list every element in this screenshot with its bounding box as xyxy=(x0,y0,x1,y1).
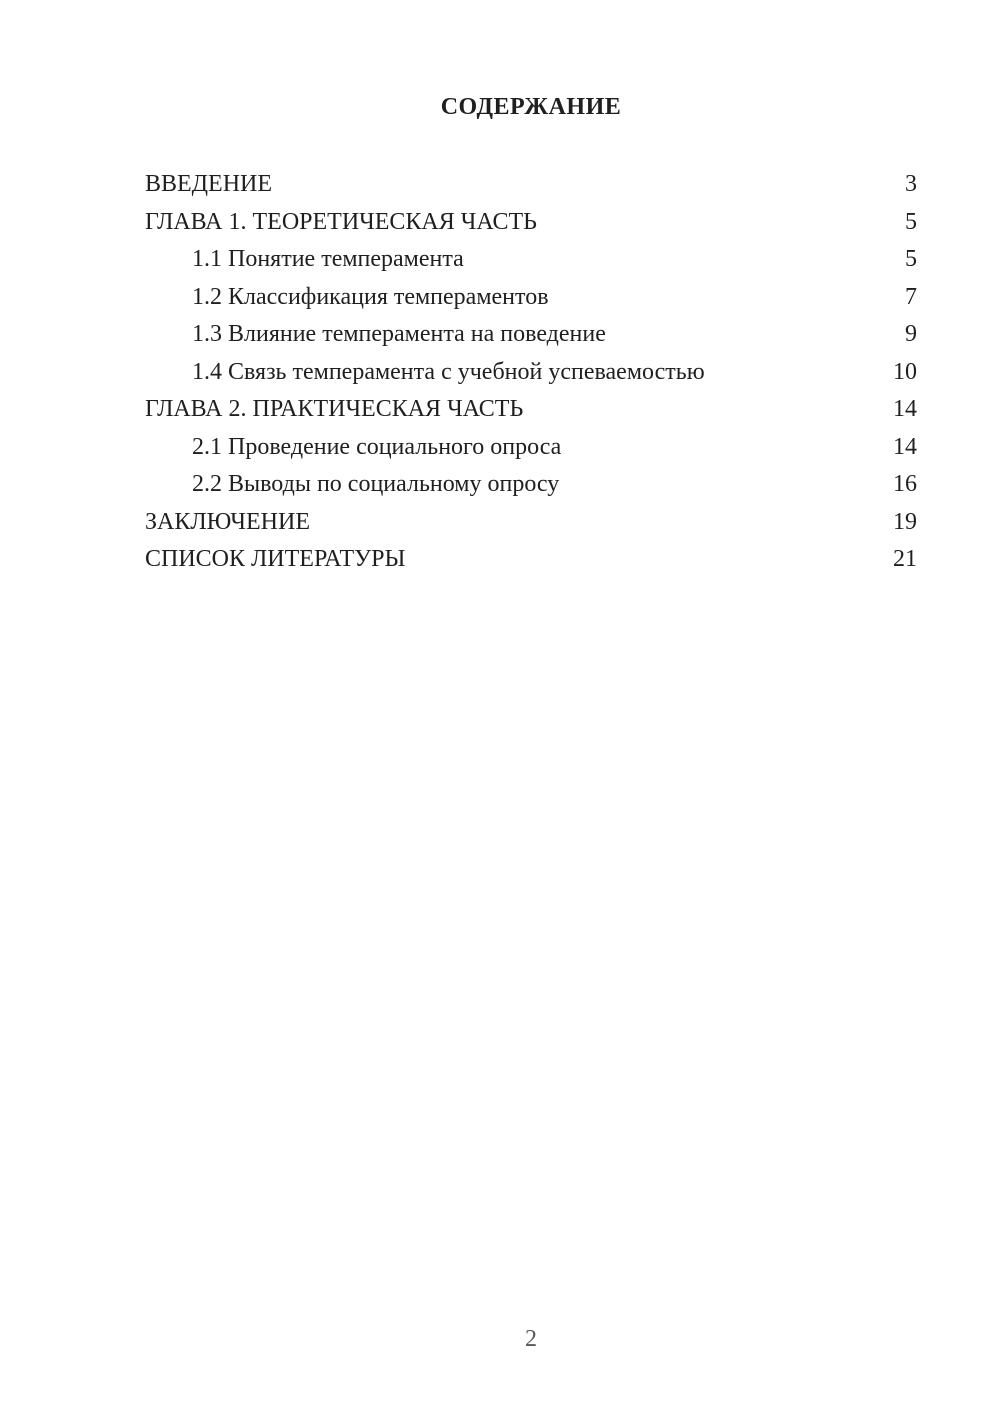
toc-entry-page-number: 5 xyxy=(905,208,917,235)
toc-entry-label: 1.3 Влияние темперамента на поведение xyxy=(192,321,606,347)
toc-entry xyxy=(145,279,917,317)
toc-entry xyxy=(145,541,917,579)
toc-entry xyxy=(145,466,917,504)
toc-entry xyxy=(145,354,917,392)
toc-entry-label: 2.2 Выводы по социальному опросу xyxy=(192,471,560,497)
toc-entry xyxy=(145,204,917,242)
toc-entry-label: 2.1 Проведение социального опроса xyxy=(192,433,562,460)
toc-entry xyxy=(145,316,917,354)
toc-entry-page-number: 14 xyxy=(893,433,917,460)
toc-entry-page-number: 16 xyxy=(893,471,917,497)
toc-entry xyxy=(145,391,917,429)
toc-entry-page-number: 5 xyxy=(905,246,917,272)
toc-entry xyxy=(145,166,917,204)
toc-entry xyxy=(145,241,917,279)
toc-entry-label: СПИСОК ЛИТЕРАТУРЫ xyxy=(145,546,406,572)
toc-entry-page-number: 9 xyxy=(905,321,917,347)
table-of-contents xyxy=(145,166,917,579)
toc-entry-page-number: 14 xyxy=(893,396,917,422)
toc-entry-label: 1.4 Связь темперамента с учебной успеваемостью xyxy=(192,358,705,385)
toc-entry-page-number: 3 xyxy=(905,171,917,197)
toc-entry-label: 1.1 Понятие темперамента xyxy=(192,246,464,272)
toc-entry-page-number: 7 xyxy=(905,283,917,310)
toc-entry-page-number: 10 xyxy=(893,358,917,385)
toc-entry-label: 1.2 Классификация темпераментов xyxy=(192,283,549,310)
toc-entry-label: ЗАКЛЮЧЕНИЕ xyxy=(145,508,310,535)
page-title: СОДЕРЖАНИЕ xyxy=(440,94,622,120)
toc-entry-label: ГЛАВА 2. ПРАКТИЧЕСКАЯ ЧАСТЬ xyxy=(145,396,524,422)
toc-entry-page-number: 21 xyxy=(893,546,917,572)
toc-entry xyxy=(145,504,917,542)
toc-entry xyxy=(145,429,917,467)
footer-page-number: 2 xyxy=(525,1326,537,1352)
toc-entry-label: ГЛАВА 1. ТЕОРЕТИЧЕСКАЯ ЧАСТЬ xyxy=(145,208,537,235)
toc-entry-page-number: 19 xyxy=(893,508,917,535)
toc-entry-label: ВВЕДЕНИЕ xyxy=(145,171,273,197)
